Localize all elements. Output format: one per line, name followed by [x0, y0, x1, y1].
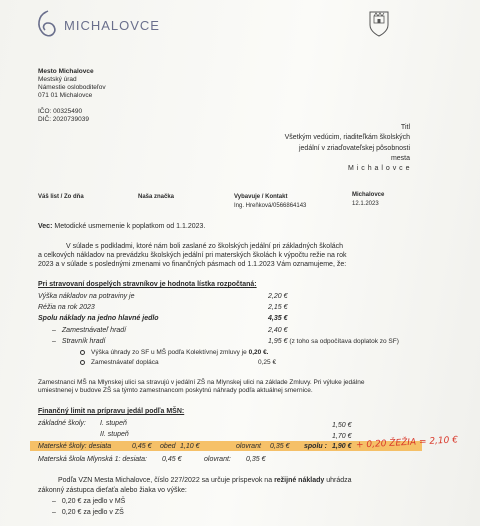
stage2-label: II. stupeň	[100, 431, 129, 438]
recipient-block	[285, 123, 410, 174]
ms-olovrant-label: olovrant	[236, 443, 261, 450]
mlynska-label: Materská škola Mlynská 1: desiata:	[38, 456, 147, 463]
mlynska-desiata: 0,45 €	[162, 456, 182, 463]
ms-desiata: 0,45 €	[132, 443, 152, 450]
recipient-line-4: mesta	[390, 154, 410, 162]
diner-note: (z toho sa odpočítava doplatok zo SF)	[289, 338, 399, 345]
ref-contact: Ing. Hreňková/0566864143	[234, 203, 307, 209]
diner-value-row	[268, 337, 399, 346]
ms-obed: 1,10 €	[180, 443, 200, 450]
adult-row-2-value: 2,15 €	[268, 304, 288, 311]
ref-label-place: Michalovce	[352, 192, 385, 198]
employer-label: Zamestnávateľ hradí	[61, 327, 127, 334]
sf-label: Výška úhrady zo SF u MŠ podľa Kolektívnej zmluvy je	[91, 349, 247, 356]
zs-label: základné školy:	[38, 420, 86, 427]
ref-label-contact: Vybavuje / Kontakt	[234, 194, 288, 200]
ms-row-label: Materské školy: desiata	[38, 443, 112, 450]
vzn-item-1: – 0,20 € za jedlo v MŠ	[52, 498, 126, 505]
vzn-bold: režijné náklady	[274, 477, 325, 484]
employer-value: 2,40 €	[268, 327, 288, 334]
sender-line-3: Námestie osloboditeľov	[38, 84, 106, 91]
diner-value: 1,95 €	[268, 338, 288, 345]
diner-row: – Stravník hradí	[52, 338, 106, 345]
mlynska-olovrant-label: olovrant:	[204, 456, 231, 463]
ms-obed-label: obed	[160, 443, 176, 450]
employer-extra-row	[80, 359, 159, 367]
recipient-line-3: jedální v zriaďovateľskej pôsobnosti	[298, 144, 410, 152]
sf-value: 0,20 €.	[248, 349, 269, 356]
employer-extra-label: Zamestnávateľ dopláca	[91, 359, 159, 366]
city-logo-icon	[33, 10, 59, 40]
ms-olovrant: 0,35 €	[270, 443, 290, 450]
bullet-circle-icon	[80, 360, 85, 365]
mlynska-olovrant: 0,35 €	[246, 456, 266, 463]
city-name: MICHALOVCE	[64, 18, 160, 33]
ms-spolu: 1,90 €	[332, 443, 352, 450]
ms-spolu-label: spolu :	[304, 443, 327, 450]
adult-heading: Pri stravovaní dospelých stravníkov je hodnota lístka rozpočtaná:	[38, 281, 257, 288]
employer-row: – Zamestnávateľ hradí	[52, 327, 127, 334]
vzn-item-2: – 0,20 € za jedlo v ZŠ	[52, 509, 124, 516]
stage1-label: I. stupeň	[100, 420, 127, 427]
staff-note	[38, 379, 364, 395]
intro-line-3: 2023 a v súlade s poslednými zmenami vo finančných pásmach od 1.1.2023 Vám oznamujeme, že:	[38, 261, 347, 269]
subject-line	[38, 222, 205, 231]
sender-line-1: Mesto Michalovce	[38, 68, 94, 75]
bullet-circle-icon	[80, 350, 85, 355]
diner-label: Stravník hradí	[61, 338, 106, 345]
adult-row-3-label: Spolu náklady na jedno hlavné jedlo	[38, 315, 159, 322]
ref-label-your-letter: Váš list / Zo dňa	[38, 194, 84, 200]
sf-row	[80, 349, 269, 357]
employer-extra-value: 0,25 €	[258, 359, 277, 366]
sender-ico: IČO: 00325490	[38, 108, 83, 115]
vzn-prefix: Podľa VZN Mesta Michalovce, číslo 227/2022 sa určuje príspevok na	[58, 477, 273, 484]
vzn-item-2-text: 0,20 € za jedlo v ZŠ	[61, 509, 124, 516]
recipient-line-1: Titl	[400, 124, 410, 131]
ref-label-our-ref: Naša značka	[138, 194, 175, 200]
intro-line-2: a celkových nákladov na prevádzku školských jedální pri materských školách k výpočtu režie na rok	[38, 252, 347, 260]
stage2-value: 1,70 €	[332, 433, 352, 440]
vzn-line-1	[58, 476, 352, 485]
sender-line-4: 071 01 Michalovce	[38, 92, 93, 99]
intro-paragraph	[38, 242, 347, 270]
staff-note-line-1: Zamestnanci MŠ na Mlynskej ulici sa stravujú v jedální ZŠ na Mlynskej ulici na základe Zmluvy. Pri výluke jedálne	[38, 379, 365, 386]
adult-row-1-label: Výška nákladov na potraviny je	[38, 293, 135, 300]
coat-of-arms-icon	[368, 8, 390, 38]
handwritten-note: + 0,20 ŽEŽIA = 2,10 €	[355, 435, 459, 451]
adult-row-3-value: 4,35 €	[268, 315, 288, 322]
sender-line-2: Mestský úrad	[38, 76, 77, 83]
sender-dic: DIČ: 2020739039	[38, 116, 89, 123]
subject-text: Metodické usmernenie k poplatkom od 1.1.2023.	[54, 223, 206, 230]
stage1-value: 1,50 €	[332, 422, 352, 429]
intro-line-1: V súlade s podkladmi, ktoré nám boli zaslané zo školských jedální pri základných školách	[66, 243, 344, 250]
staff-note-line-2: umiestnenej v budove ZŠ sa týmto zamestnancom poskytnú náhrady podľa aktuálnej smernice.	[38, 387, 313, 394]
adult-row-1-value: 2,20 €	[268, 293, 288, 300]
recipient-line-5: M i c h a l o v c e	[347, 165, 410, 173]
vzn-item-1-text: 0,20 € za jedlo v MŠ	[61, 498, 126, 505]
sender-block	[38, 68, 106, 124]
vzn-line-2: zákonný zástupca dieťaťa alebo žiaka vo výške:	[38, 487, 187, 494]
subject-label: Vec:	[38, 223, 53, 230]
vzn-suffix: uhrádza	[326, 477, 352, 484]
limit-heading: Finančný limit na prípravu jedál podľa MŠN:	[38, 408, 185, 415]
ref-date: 12.1.2023	[352, 201, 379, 207]
adult-row-2-label: Réžia na rok 2023	[38, 304, 95, 311]
recipient-line-2: Všetkým vedúcim, riaditeľkám školských	[284, 134, 410, 142]
